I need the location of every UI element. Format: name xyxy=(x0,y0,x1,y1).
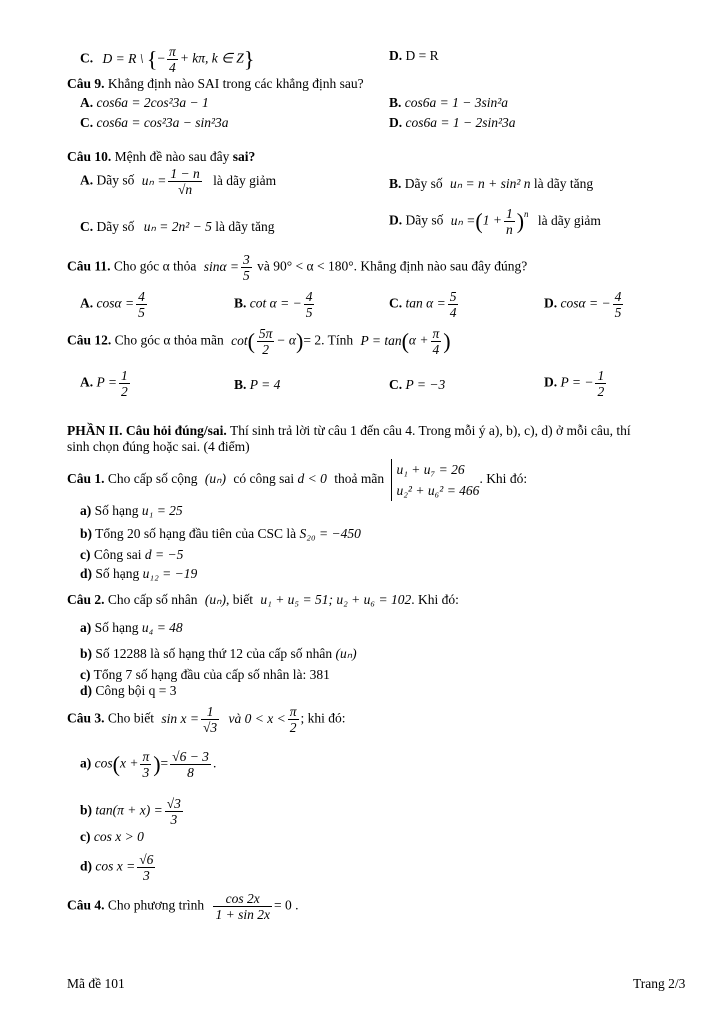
q12-option-b: B. P = 4 xyxy=(234,377,281,392)
part2-instruction: sinh chọn đúng hoặc sai. (4 điểm) xyxy=(67,439,250,454)
q12-option-c: C. P = −3 xyxy=(389,377,446,392)
q10-option-c: C. Dãy số uₙ = 2n² − 5 là dãy tăng xyxy=(80,219,275,234)
p1-question: Câu 1. Cho cấp số cộng (uₙ) có công sai d < 0 thoả mãn u₁ + u₇ = 26 u₂² + u₆² = 466 . Khi đó: xyxy=(67,459,527,501)
q12-option-d: D. P = − $\frac{1}{2}$ xyxy=(544,368,605,399)
p1-item-c: c) Công sai d = −5 xyxy=(80,547,184,562)
q9-option-a: A. cos6a = 2cos²3a − 1 xyxy=(80,95,209,110)
q10-option-a: A. Dãy số uₙ = $\frac{1 - n}{√n}$ là dãy giảm xyxy=(80,166,277,197)
p3-item-b: b) tan(π + x) = $\frac{√3}{3}$ xyxy=(80,796,181,827)
q12-option-a: A. P = $\frac{1}{2}$ xyxy=(80,368,128,399)
p1-item-a: a) Số hạng u₁ = 25 xyxy=(80,503,183,518)
p2-item-c: c) Tổng 7 số hạng đầu của cấp số nhân là: 381 xyxy=(80,667,330,682)
footer-page-number: Trang 2/3 xyxy=(633,976,686,991)
p3-item-d: d) cos x = $\frac{√6}{3}$ xyxy=(80,852,154,883)
q9-question: Câu 9. Khẳng định nào SAI trong các khẳng định sau? xyxy=(67,76,364,91)
p4-question: Câu 4. Cho phương trình $\frac{\cos 2x}{1 + \sin 2x}$ = 0 . xyxy=(67,891,299,922)
q10-question: Câu 10. Mệnh đề nào sau đây sai? xyxy=(67,149,256,164)
part2-heading: PHẦN II. Câu hỏi đúng/sai. Thí sinh trả lời từ câu 1 đến câu 4. Trong mỗi ý a), b), c), d) ở mỗi câu, thí xyxy=(67,423,631,438)
p2-item-d: d) Công bội q = 3 xyxy=(80,683,177,698)
q9-option-b: B. cos6a = 1 − 3sin²a xyxy=(389,95,509,110)
p3-question: Câu 3. Cho biết sin x = $\frac{1}{√3}$ và 0 < x < $\frac{\pi}{2}$ ; khi đó: xyxy=(67,704,346,735)
p2-question: Câu 2. Cho cấp số nhân (uₙ), biết u₁ + u₅ = 51; u₂ + u₆ = 102. Khi đó: xyxy=(67,592,459,607)
q9-option-c: C. cos6a = cos²3a − sin²3a xyxy=(80,115,229,130)
p3-item-c: c) cos x > 0 xyxy=(80,829,144,844)
q8-option-c: C. D = R \ {− $\frac{\pi}{4}$ + kπ, k ∈ Z} xyxy=(80,44,255,75)
q11-option-c: C. tan α = $\frac{5}{4}$ xyxy=(389,289,457,320)
q8-option-d: D. D = R xyxy=(389,48,439,63)
q12-question: Câu 12. Cho góc α thỏa mãn cot( $\frac{5\pi}{2}$ − α)= 2. Tính P = tan(α + $\frac{\pi}{4}$ ) xyxy=(67,326,451,357)
q11-option-b: B. cot α = − $\frac{4}{5}$ xyxy=(234,289,313,320)
p1-item-b: b) Tổng 20 số hạng đầu tiên của CSC là S₂₀ = −450 xyxy=(80,526,361,541)
q9-option-d: D. cos6a = 1 − 2sin²3a xyxy=(389,115,516,130)
p1-item-d: d) Số hạng u₁₂ = −19 xyxy=(80,566,198,581)
footer-exam-code: Mã đề 101 xyxy=(67,976,125,991)
p2-item-b: b) Số 12288 là số hạng thứ 12 của cấp số nhân (uₙ) xyxy=(80,646,357,661)
q10-option-d: D. Dãy số uₙ =(1 + $\frac{1}{n}$ )$^n$ là dãy giảm xyxy=(389,206,601,237)
q11-question: Câu 11. Cho góc α thỏa sinα = $\frac{3}{5}$ và 90° < α < 180°. Khẳng định nào sau đây đúng? xyxy=(67,252,528,283)
q11-option-a: A. cosα = $\frac{4}{5}$ xyxy=(80,289,145,320)
q11-option-d: D. cosα = − $\frac{4}{5}$ xyxy=(544,289,622,320)
p2-item-a: a) Số hạng u₄ = 48 xyxy=(80,620,183,635)
q10-option-b: B. Dãy số uₙ = n + sin² n là dãy tăng xyxy=(389,176,594,191)
p3-item-a: a) cos(x + $\frac{\pi}{3}$ )= $\frac{√6 - 3}{8}$ . xyxy=(80,749,217,780)
